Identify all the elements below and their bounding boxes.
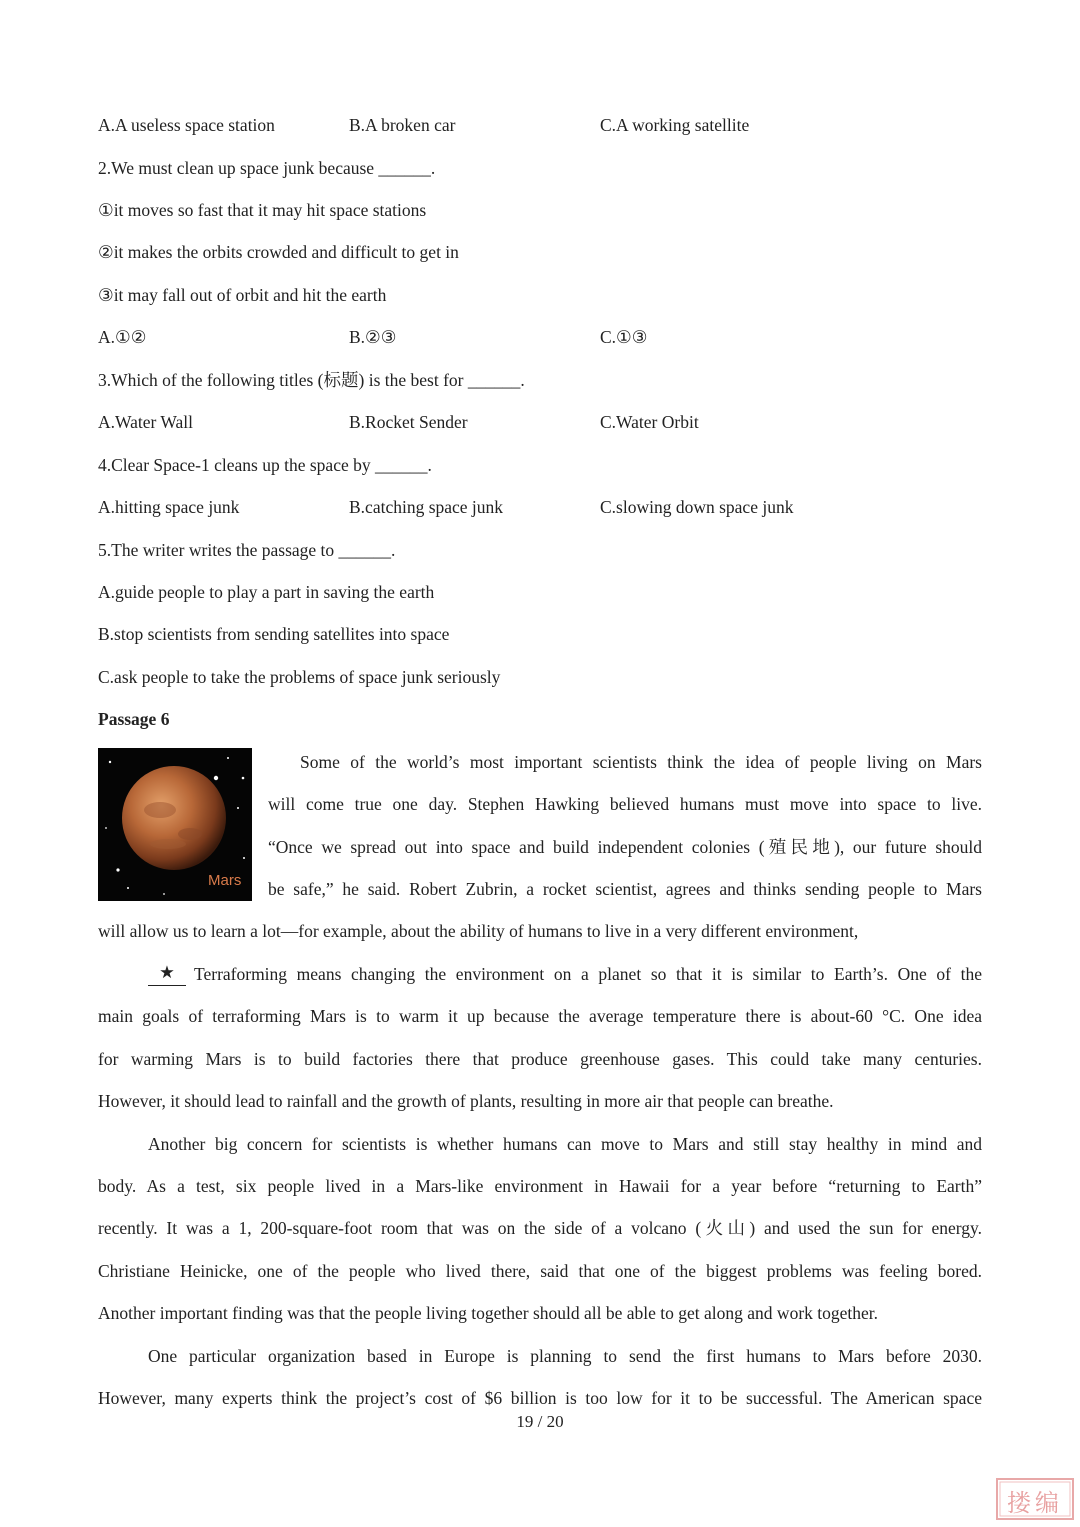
q4-option-a: A.hitting space junk [98, 497, 240, 517]
passage-p2-line-4: However, it should lead to rainfall and the growth of plants, resulting in more air that people can breathe. [98, 1091, 834, 1111]
q4-stem: 4.Clear Space-1 cleans up the space by ______. [98, 455, 432, 475]
passage-p3-line-4: Christiane Heinicke, one of the people who lived there, said that one of the biggest problems was feeling bored. [98, 1261, 982, 1281]
q2-option-c: C.①③ [600, 327, 648, 347]
passage-p2-line-3: for warming Mars is to build factories there that produce greenhouse gases. This could take many centuries. [98, 1049, 982, 1069]
q5-stem: 5.The writer writes the passage to ______. [98, 540, 396, 560]
mars-image-label: Mars [208, 872, 242, 889]
seal-watermark [996, 1478, 1074, 1520]
q2-option-a: A.①② [98, 327, 147, 347]
q2-stem: 2.We must clean up space junk because ______. [98, 158, 436, 178]
page-number: 19 / 20 [516, 1412, 564, 1431]
q4-option-c: C.slowing down space junk [600, 497, 794, 517]
seal-text: 搂编 [1007, 1489, 1063, 1517]
q3-stem: 3.Which of the following titles (标题) is the best for ______. [98, 370, 525, 390]
q3-option-c: C.Water Orbit [600, 412, 699, 432]
q1-option-b: B.A broken car [349, 115, 456, 135]
mars-image [98, 748, 252, 901]
q5-option-c: C.ask people to take the problems of space junk seriously [98, 667, 501, 687]
passage-p2-line-1-text: Terraforming means changing the environment on a planet so that it is similar to Earth’s. One of the [194, 964, 982, 984]
passage-p1-line-1: Some of the world’s most important scientists think the idea of people living on Mars [300, 752, 982, 772]
passage-p2-line-1 [148, 962, 982, 986]
passage-p1-line-3: “Once we spread out into space and build independent colonies (殖民地), our future should [268, 837, 982, 857]
passage-p1-line-2: will come true one day. Stephen Hawking believed humans must move into space to live. [268, 794, 982, 814]
q5-option-a: A.guide people to play a part in saving the earth [98, 582, 435, 602]
star-blank: ★ [148, 962, 186, 986]
passage-p1-line-5: will allow us to learn a lot—for example, about the ability of humans to live in a very different environment, [98, 921, 859, 941]
q2-item-1: ①it moves so fast that it may hit space stations [98, 200, 427, 220]
q2-item-3: ③it may fall out of orbit and hit the earth [98, 285, 387, 305]
q5-option-b: B.stop scientists from sending satellites into space [98, 624, 450, 644]
passage-p4-line-1: One particular organization based in Europe is planning to send the first humans to Mars before 2030. [148, 1346, 982, 1366]
q4-option-b: B.catching space junk [349, 497, 504, 517]
passage-p3-line-2: body. As a test, six people lived in a Mars-like environment in Hawaii for a year before “returning to Earth” [98, 1176, 982, 1196]
q2-option-b: B.②③ [349, 327, 397, 347]
q3-option-a: A.Water Wall [98, 412, 194, 432]
passage-p3-line-5: Another important finding was that the people living together should all be able to get along and work together. [98, 1303, 879, 1323]
passage-p2-line-2: main goals of terraforming Mars is to warm it up because the average temperature there is about-60 °C. One idea [98, 1006, 982, 1026]
q1-option-a: A.A useless space station [98, 115, 275, 135]
passage-heading: Passage 6 [98, 709, 170, 729]
q1-option-c: C.A working satellite [600, 115, 750, 135]
passage-p3-line-3: recently. It was a 1, 200-square-foot room that was on the side of a volcano (火山) and used the sun for energy. [98, 1218, 982, 1238]
q2-item-2: ②it makes the orbits crowded and difficult to get in [98, 242, 459, 262]
passage-p3-line-1: Another big concern for scientists is whether humans can move to Mars and still stay healthy in mind and [148, 1134, 982, 1154]
passage-p1-line-4: be safe,” he said. Robert Zubrin, a rocket scientist, agrees and thinks sending people to Mars [268, 879, 982, 899]
passage-p4-line-2: However, many experts think the project’s cost of $6 billion is too low for it to be successful. The American space [98, 1388, 982, 1408]
q3-option-b: B.Rocket Sender [349, 412, 468, 432]
